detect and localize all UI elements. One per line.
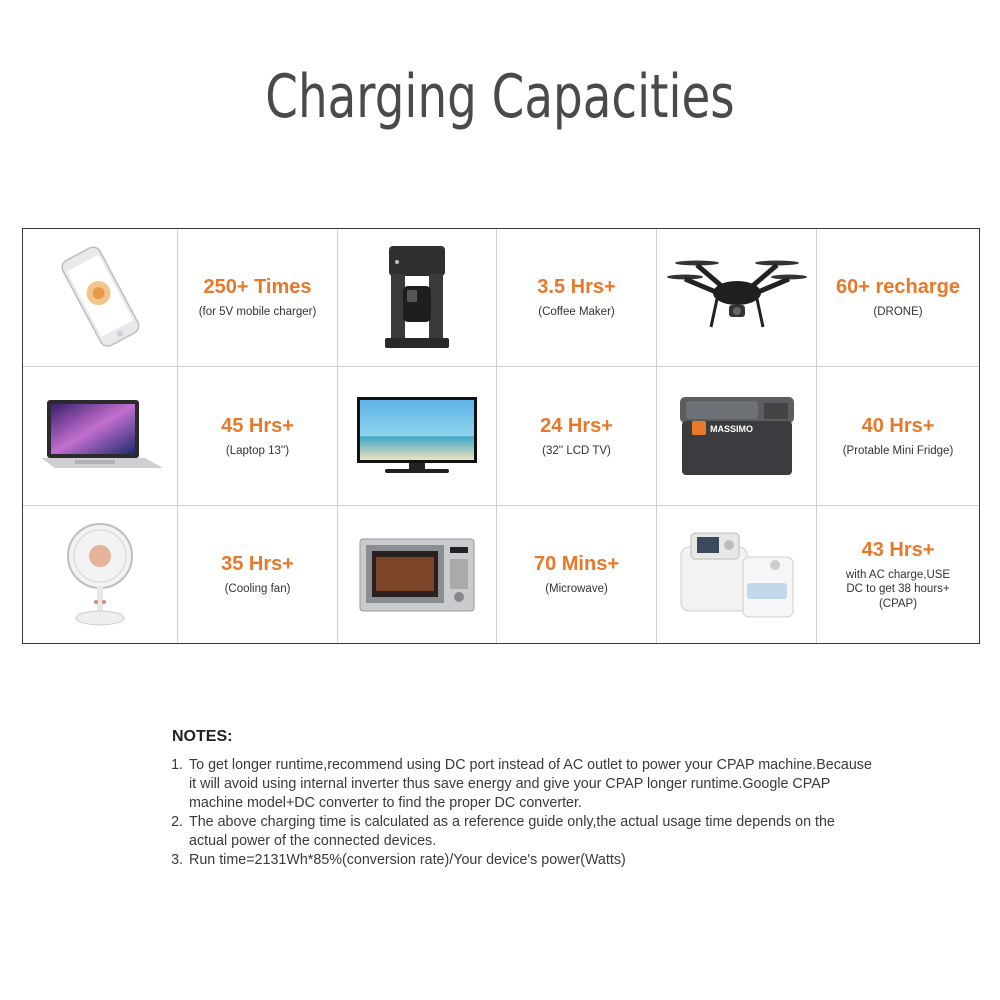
fan-capacity-value: 35 Hrs+ — [221, 553, 294, 576]
drone-capacity-cell — [817, 229, 979, 367]
cpap-label-line-1: with AC charge,USE — [845, 568, 951, 581]
cpap-capacity-value: 43 Hrs+ — [861, 538, 935, 561]
notes-section — [172, 728, 872, 870]
microwave-capacity-label: (Microwave) — [545, 583, 608, 596]
cpap-image-cell — [657, 506, 817, 643]
phone-capacity-cell — [178, 229, 338, 367]
microwave-icon — [358, 537, 476, 613]
notes-list — [172, 756, 872, 870]
drone-image-cell — [657, 229, 817, 367]
cpap-label-line-2: DC to get 38 hours+ — [846, 583, 950, 596]
drone-icon — [667, 253, 807, 343]
laptop-capacity-cell — [178, 367, 338, 506]
cpap-icon — [677, 527, 797, 623]
laptop-icon — [35, 396, 165, 476]
coffee-capacity-value: 3.5 Hrs+ — [537, 276, 616, 299]
tv-icon — [355, 393, 479, 479]
coffee-maker-icon — [377, 242, 457, 354]
drone-capacity-value: 60+ recharge — [836, 276, 960, 299]
cpap-capacity-label — [846, 568, 950, 611]
fridge-capacity-label: (Protable Mini Fridge) — [842, 444, 954, 457]
capacity-grid — [22, 228, 980, 644]
mini-fridge-icon — [672, 393, 802, 479]
microwave-capacity-value: 70 Mins+ — [533, 553, 620, 576]
fridge-capacity-value: 40 Hrs+ — [861, 414, 935, 437]
cpap-capacity-cell — [817, 506, 979, 643]
laptop-capacity-value: 45 Hrs+ — [221, 414, 294, 437]
microwave-capacity-cell — [497, 506, 657, 643]
note-item: 3. Run time=2131Wh*85%(conversion rate)/Your device's power(Watts) — [187, 851, 872, 870]
coffee-maker-image-cell — [338, 229, 497, 367]
fridge-brand: MASSIMO — [709, 424, 753, 434]
smartphone-icon — [40, 243, 160, 353]
coffee-capacity-cell — [497, 229, 657, 367]
drone-capacity-label: (DRONE) — [873, 306, 923, 319]
phone-capacity-value: 250+ Times — [203, 276, 312, 299]
coffee-capacity-label: (Coffee Maker) — [538, 306, 615, 319]
note-item: 1. To get longer runtime,recommend using DC port instead of AC outlet to power your CPAP machine.Because it will avoid using internal inverter thus save energy and give your CPAP longer runtime.Google CPAP machine model+DC converter to find the proper DC converter. — [187, 756, 872, 813]
cpap-label-line-3: (CPAP) — [878, 597, 918, 610]
fan-icon — [60, 520, 140, 630]
microwave-image-cell — [338, 506, 497, 643]
tv-capacity-value: 24 Hrs+ — [540, 414, 613, 437]
smartphone-image-cell — [23, 229, 178, 367]
fan-capacity-cell — [178, 506, 338, 643]
tv-image-cell — [338, 367, 497, 506]
fridge-image-cell — [657, 367, 817, 506]
tv-capacity-cell — [497, 367, 657, 506]
laptop-image-cell — [23, 367, 178, 506]
fridge-capacity-cell — [817, 367, 979, 506]
fan-image-cell — [23, 506, 178, 643]
page-title: Charging Capacities — [265, 62, 735, 132]
tv-capacity-label: (32'' LCD TV) — [542, 444, 611, 457]
phone-capacity-label: (for 5V mobile charger) — [198, 306, 317, 319]
laptop-capacity-label: (Laptop 13'') — [225, 444, 290, 457]
notes-title: NOTES: — [172, 728, 233, 745]
note-item: 2. The above charging time is calculated as a reference guide only,the actual usage time depends on the actual power of the connected devices. — [187, 813, 872, 851]
fan-capacity-label: (Cooling fan) — [224, 583, 291, 596]
